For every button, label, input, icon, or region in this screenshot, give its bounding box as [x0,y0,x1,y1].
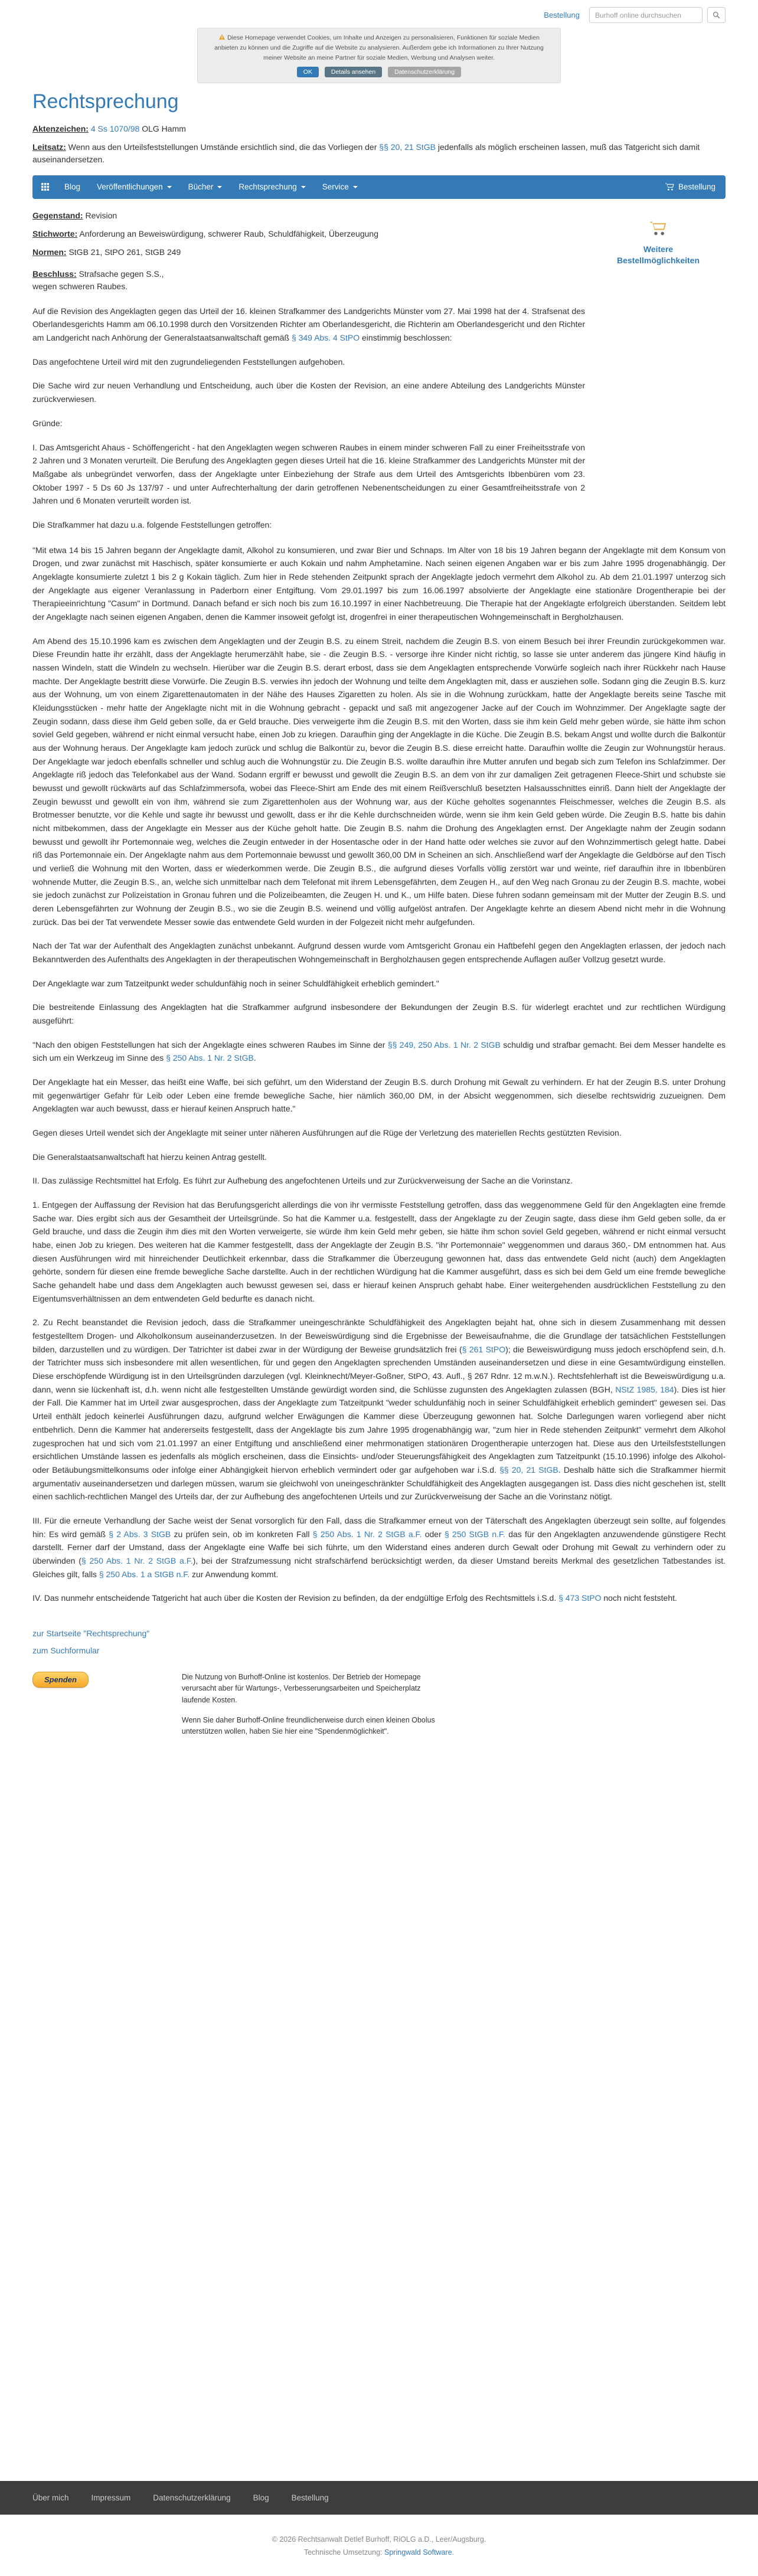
law-reference-link[interactable]: §§ 20, 21 StGB [499,1464,558,1475]
footer-link-blog[interactable]: Blog [253,2493,269,2503]
body-paragraph: I. Das Amtsgericht Ahaus - Schöffengericht - hat den Angeklagten wegen schweren Raubes in einem minder schweren Fall zu einer Freiheitsstrafe von 2 Jahren und 3 Monaten verurteilt. Die Berufung des Angeklagten gegen dieses Urteil hat die 16. kleine Strafkammer des Landgerichts Münster mit der Maßgabe als unbegründet verworfen, dass der Angeklagte unter Einbeziehung der Strafe aus dem Urteil des Amtsgerichts Ibbenbüren vom 23. Oktober 1997 - 5 Ds 60 Js 137/97 - und unter Aufrechterhaltung der darin getroffenen Nebenentscheidungen zu einer Gesamtfreiheitsstrafe von 2 Jahren und 6 Monaten verurteilt worden ist. [32,442,585,506]
gegenstand-label: Gegenstand: [32,210,83,220]
cookie-privacy-button[interactable]: Datenschutzerklärung [388,67,461,77]
law-reference-link[interactable]: § 349 Abs. 4 StPO [291,333,360,343]
stichworte-row [32,228,585,240]
body-paragraph: Am Abend des 15.10.1996 kam es zwischen dem Angeklagten und der Zeugin B.S. zu einem Streit, nachdem die Zeugin B.S. von einem Besuch bei ihrer Freundin zurückgekommen war. Diese Freundin hatte ihr erzählt, dass der Angeklagte herumerzählt habe, sie - die Zeugin B.S. - versorge ihre Kinder nicht richtig, so lasse sie unter anderem das jüngere Kind häufig in nassen Windeln, statt die Windeln zu wechseln. Hierüber war die Zeugin B.S. derart erbost, dass sie dem Angeklagten entsprechende Vorwürfe sogleich nach ihrer Rückkehr nach Hause machte. Der Angeklagte bestritt diese Vorwürfe. Die Zeugin B.S. verwies ihn jedoch der Wohnung und teilte dem Angeklagten mit, dass er ausziehen solle. Sodann ging die Zeugin B.S. kurz aus der Wohnung, um von einem Zigarettenautomaten in der Nähe des Hauses Zigaretten zu holen. Als sie in die Wohnung zurückkam, hatte der Angeklagte bereits seine Tasche mit Kleidungsstücken - mehr hatte der Angeklagte nicht mit in die Wohnung gebracht - gepackt und saß mit angezogener Jacke auf der Couch im Wohnzimmer. Der Angeklagte sagte der Zeugin sodann, dass diese ihm Geld geben solle, da er Geld brauche. Dies verweigerte ihm die Zeugin B.S. mit den Worten, dass sie ihm kein Geld mehr geben würde, sie hätte ihm schon soviel Geld gegeben, während er nicht einmal versucht habe, einen Job zu kriegen. Daraufhin ging der Angeklagte in die Küche. Die Zeugin B.S. bekam Angst und wollte durch die Balkontür aus der Wohnung heraus. Der Angeklagte kam jedoch zurück und schlug die Balkontür zu, bevor die Zeugin B.S. diese erreicht hatte. Daraufhin wollte die Zeugin zur Wohnungstür heraus. Der Angeklagte war jedoch ebenfalls schneller und schlug auch die Wohnungstür zu. Die Zeugin B.S. wollte daraufhin ihre Mutter anrufen und begab sich zum Telefon ins Schlafzimmer. Der Angeklagte riß jedoch das Telefonkabel aus der Wand. Sodann ergriff er bewusst und gewollt die Zeugin B.S. an dem von ihr zur damaligen Zeit getragenen Fleece-Shirt und schubste sie bewusst und gewollt rückwärts auf das Schlafzimmersofa, wobei das Fleece-Shirt am Ende des mit einem Reißverschluß besetzten Halsausschnittes einriß. Dann hielt der Angeklagte der Zeugin bewusst und gewollt ein von ihm, während sie zum Zigarettenholen aus der Wohnung war, aus der Küche geholtes sogenanntes Fleischmesser, welches die Zeugin B.S. als Brotmesser benutzte, vor die Kehle und sagte ihr bewusst und gewollt, dass er ihr die Kehle durchschneiden würde, wenn sie ihm kein Geld geben würde. Die Zeugin B.S. hatte bis dahin nicht mitbekommen, dass der Angeklagte ein Messer aus der Küche geholt hatte. Die Zeugin B.S. nahm die Drohung des Angeklagten ernst. Der Angeklagte nahm der Zeugin sodann bewusst und gewollt ihr Portemonnaie weg, welches die Zeugin entweder in der Hosentasche oder in der Hand hatte oder welches sie zuvor auf den Wohnzimmertisch gelegt hatte. Dabei riß das Portemonnaie ein. Der Angeklagte nahm aus dem Portemonnaie bewusst und gewollt 360,00 DM in Scheinen an sich. Anschließend warf der Angeklagte die Geldbörse auf den Tisch und verließ die Wohnung mit den Worten, dass er wiederkommen werde. Die Zeugin B.S., die aufgrund dieses Vorfalls völlig zerstört war und weinte, rief daraufhin ihre in Ibbenbüren wohnende Mutter, die Zeugin B.S., an, welche sich unmittelbar nach dem Telefonat mit ihrem Lebensgefährten, dem Zeugen H., auf den Weg nach Gronau zu der Zeugin B.S. machte, wobei sie jedoch zunächst zur Polizeistation in Gronau fuhren und die Polizeibeamten, die Zeugen H. und K., um Hilfe baten. Diese fuhren sodann gemeinsam mit der Mutter der Zeugin B.S. und deren Lebensgefährten zur Wohnung der Zeugin B.S., wo sie die Zeugin B.S. weinend und völlig aufgelöst antrafen. Der Angeklagte kehrte an diesem Abend nicht mehr in die Wohnung zurück. Das bei der Tat verwendete Messer sowie das entwendete Geld wurden in der Folgezeit nicht mehr aufgefunden. [32,636,726,927]
leitsatz-text-pre: Wenn aus den Urteilsfeststellungen Umstände ersichtlich sind, die das Vorliegen der [66,142,380,152]
topbar-bestellung-link[interactable]: Bestellung [544,11,580,19]
gegenstand-value: Revision [83,210,117,220]
copyright-line: © 2026 Rechtsanwalt Detlef Burhoff, RiOLG a.D., Leer/Augsburg. [272,2535,486,2544]
decision-body-paragraphs [32,544,726,1605]
bottom-links [32,1629,726,1655]
search-button[interactable] [707,7,726,23]
search-input[interactable] [589,7,703,23]
cookie-banner [197,28,561,83]
donate-button[interactable]: Spenden [32,1672,89,1688]
stichworte-label: Stichworte: [32,228,78,238]
chevron-down-icon [217,186,222,188]
donate-text-1: Die Nutzung von Burhoff-Online ist kostenlos. Der Betrieb der Homepage verursacht aber für Wartungs-, Verbesserungsarbeiten und Speicherplatz laufende Kosten. [181,1672,421,1704]
nav-items [56,175,366,199]
nav-menu-button[interactable] [32,175,56,199]
body-paragraph: Auf die Revision des Angeklagten gegen das Urteil der 16. kleinen Strafkammer des Landgerichts Münster vom 27. Mai 1998 hat der 4. Strafsenat des Oberlandesgerichts Hamm am 06.10.1998 durch den Vorsitzenden Richter am Oberlandesgericht, die Richterin am Oberlandesgericht und den Richter am Landgericht nach Anhörung der Generalstaatsanwaltschaft gemäß § 349 Abs. 4 StPO einstimmig beschlossen: [32,306,585,343]
body-paragraph: III. Für die erneute Verhandlung der Sache weist der Senat vorsorglich für den Fall, dass die Strafkammer erneut von der Täterschaft des Angeklagten überzeugt sein sollte, auf folgendes hin: Es wird gemäß § 2 Abs. 3 StGB zu prüfen sein, ob im konkreten Fall § 250 Abs. 1 Nr. 2 StGB a.F. oder § 250 StGB n.F. das für den Angeklagten anzuwendende günstigere Recht darstellt. Ferner darf der Umstand, dass der Angeklagte eine Waffe bei sich führte, um den Widerstand eines anderen durch Gewalt oder Drohung mit Gewalt zu verhindern oder zu überwinden (§ 250 Abs. 1 Nr. 2 StGB a.F.), bei der Strafzumessung nicht strafschärfend berücksichtigt werden, da dieser Umstand bereits Merkmal des gesetzlichen Tatbestandes ist. Gleiches gilt, falls § 250 Abs. 1 a StGB n.F. zur Anwendung kommt. [32,1515,726,1579]
main-navigation [32,175,726,199]
gegenstand-row [32,210,585,222]
law-reference-link[interactable]: § 250 Abs. 1 Nr. 2 StGB a.F. [81,1555,193,1565]
body-paragraph: "Mit etwa 14 bis 15 Jahren begann der Angeklagte damit, Alkohol zu konsumieren, und zwar Bier und Schnaps. Im Alter von 18 bis 19 Jahren begann der Angeklagte mit dem Konsum von Drogen, und zwar zunächst mit Haschisch, später konsumierte er auch Kokain und nahm Amphetamine. Nach seinen eigenen Angaben war er bis zum Jahre 1995 drogenabhängig. Der Angeklagte konsumierte zuletzt 1 bis 2 g Kokain täglich. Zum hier in Rede stehenden Zeitpunkt sprach der Angeklagte jedoch vermehrt dem Alkohol zu. Ab dem 21.01.1997 unterzog sich der Angeklagte aus eigener Veranlassung in Paderborn einer Entgiftung. Vom 29.01.1997 bis zum 16.06.1997 absolvierte der Angeklagte eine stationäre Drogentherapie bei der Therapieeinrichtung "Casum" in Dortmund. Danach befand er sich noch bis zum 16.10.1997 in einer Nachbetreuung. Die Therapie hat der Angeklagte erfolgreich überstanden. Seitdem lebt der Angeklagte nach seinen eigenen Angaben, denen die Kammer insoweit gefolgt ist, drogenfrei in einer therapeutischen Wohngemeinschaft in Bergholzhausen. [32,545,726,622]
law-reference-link[interactable]: § 473 StPO [558,1593,602,1603]
decision-intro-paragraphs [32,305,585,532]
tech-line-pre: Technische Umsetzung: [303,2548,385,2557]
search-icon [713,11,720,19]
nav-item-label: Rechtsprechung [238,182,297,192]
nav-item-label: Veröffentlichungen [97,182,163,192]
aktenzeichen-row [32,123,726,135]
footer-bar [0,2481,758,2515]
donate-section [32,1672,726,1747]
nav-item-service[interactable] [314,175,366,199]
body-paragraph: Die Generalstaatsanwaltschaft hat hierzu keinen Antrag gestellt. [32,1152,267,1162]
normen-value: StGB 21, StPO 261, StGB 249 [66,247,181,257]
footer-links [32,2481,726,2515]
beschluss-label: Beschluss: [32,269,77,279]
body-paragraph: Der Angeklagte war zum Tatzeitpunkt weder schuldunfähig noch in seiner Schuldfähigkeit erheblich gemindert." [32,978,439,988]
chevron-down-icon [301,186,306,188]
law-reference-link[interactable]: § 250 Abs. 1 Nr. 2 StGB [166,1053,254,1063]
topbar [0,0,758,27]
footer-link-ueber-mich[interactable]: Über mich [32,2493,69,2503]
law-reference-link[interactable]: NStZ 1985, 184 [615,1384,674,1394]
menu-grid-icon [41,183,49,191]
body-paragraph: IV. Das nunmehr entscheidende Tatgericht hat auch über die Kosten der Revision zu befinden, da der endgültige Erfolg des Rechtsmittels i.S.d. § 473 StPO noch nicht feststeht. [32,1593,677,1603]
nav-item-label: Bücher [188,182,214,192]
chevron-down-icon [353,186,358,188]
chevron-down-icon [167,186,172,188]
back-to-search-link[interactable]: zum Suchformular [32,1645,100,1655]
cookie-ok-button[interactable]: OK [297,67,319,77]
springwald-link[interactable]: Springwald Software [384,2548,452,2557]
law-reference-link[interactable]: § 2 Abs. 3 StGB [109,1529,171,1539]
normen-label: Normen: [32,247,67,257]
cookie-details-button[interactable]: Details ansehen [325,67,382,77]
nav-item-label: Blog [64,182,81,192]
body-paragraph: "Nach den obigen Feststellungen hat sich der Angeklagte eines schweren Raubes im Sinne der §§ 249, 250 Abs. 1 Nr. 2 StGB schuldig und strafbar gemacht. Bei dem Messer handelte es sich um ein Werkzeug im Sinne des § 250 Abs. 1 Nr. 2 StGB. [32,1039,726,1063]
order-options-panel[interactable] [591,210,726,542]
beschluss-value-line2: wegen schweren Raubes. [32,281,128,291]
donate-text-2: Wenn Sie daher Burhoff-Online freundlicherweise durch einen kleinen Obolus unterstützen wollen, haben Sie hier eine "Spendenmöglichkeit". [181,1716,435,1736]
leitsatz-row [32,141,726,166]
body-paragraph: Nach der Tat war der Aufenthalt des Angeklagten zunächst unbekannt. Aufgrund dessen wurde vom Amtsgericht Gronau ein Haftbefehl gegen den Angeklagten erlassen, der jedoch nach Bekanntwerden des Aufenthalts des Angeklagten in der therapeutischen Wohngemeinschaft in Bergholzhausen gegen entsprechende Auflagen außer Vollzug gesetzt wurde. [32,941,726,965]
normen-row [32,246,585,259]
nav-item-label: Service [322,182,349,192]
warning-icon [218,34,226,43]
body-paragraph: Die Sache wird zur neuen Verhandlung und Entscheidung, auch über die Kosten der Revision, an eine andere Abteilung des Landgerichts Münster zurückverwiesen. [32,381,585,404]
order-options-title[interactable]: Weitere Bestellmöglichkeiten [616,244,700,265]
body-paragraph: Die Strafkammer hat dazu u.a. folgende Feststellungen getroffen: [32,519,272,529]
body-paragraph: Die bestreitende Einlassung des Angeklagten hat die Strafkammer aufgrund insbesondere der Bekundungen der Zeugin B.S. für widerlegt erachtet und zur rechtlichen Würdigung ausgeführt: [32,1002,726,1026]
nav-item-buecher[interactable] [180,175,231,199]
cookie-buttons [208,66,550,77]
page-footer [0,2481,758,2576]
cart-icon [665,182,674,191]
body-paragraph: II. Das zulässige Rechtsmittel hat Erfolg. Es führt zur Aufhebung des angefochtenen Urteils und zur Zurückverweisung der Sache an die Vorinstanz. [32,1176,573,1186]
stichworte-value: Anforderung an Beweiswürdigung, schwerer Raub, Schuldfähigkeit, Überzeugung [77,228,378,238]
law-reference-link[interactable]: § 261 StPO [462,1344,506,1354]
leitsatz-label: Leitsatz: [32,142,66,152]
aktenzeichen-court: OLG Hamm [139,123,186,133]
beschluss-row [32,268,585,293]
tech-line [0,2546,758,2559]
cookie-text [208,33,550,63]
nav-bestellung-label: Bestellung [678,182,715,192]
law-reference-link[interactable]: §§ 249, 250 Abs. 1 Nr. 2 StGB [387,1039,501,1050]
nav-item-veroeffentlichungen[interactable] [89,175,180,199]
footer-link-bestellung[interactable]: Bestellung [291,2493,329,2503]
leitsatz-law-link[interactable]: §§ 20, 21 StGB [379,142,436,152]
law-reference-link[interactable]: § 250 Abs. 1 a StGB n.F. [99,1569,190,1579]
nav-item-rechtsprechung[interactable] [230,175,313,199]
body-paragraph: 1. Entgegen der Auffassung der Revision hat das Berufungsgericht allerdings die von ihr vermisste Feststellung getroffen, dass das weggenommene Geld für den Angeklagten eine fremde Sache war. Dies ergibt sich aus der Gesamtheit der Urteilsgründe. So hat die Kammer u.a. festgestellt, dass der Angeklagte zu der Zeugin sagte, dass diese ihm Geld geben solle, da er Geld brauche, und dass die Zeugin ihm dies mit den Worten verweigerte, sie würde ihm kein Geld mehr geben, sie hätte ihm schon soviel Geld gegeben, während er nicht einmal versucht habe, einen Job zu kriegen. Des weiteren hat die Kammer festgestellt, dass der Angeklagte der Zeugin B.S. "ihr Portemonnaie" weggenommen und daraus 360,- DM entnommen hat. Aus diesen Ausführungen wird mit hinreichender Deutlichkeit erkennbar, dass die Strafkammer die Überzeugung gewonnen hat, dass das entwendete Geld nicht (auch) dem Angeklagten gehörte, sondern für diesen eine fremde bewegliche Sache darstellte. Auch in der rechtlichen Würdigung hat die Kammer ausgeführt, dass es sich bei dem Geld um eine fremde bewegliche Sache gehandelt habe und dass dem Angeklagten auch bewusst gewesen sei, dass er hierauf keinen Anspruch gehabt habe. Einer weitergehenden ausdrücklichen Feststellung zu den Eigentumsverhältnissen an dem entwendeten Geld bedurfte es danach nicht. [32,1200,726,1303]
nav-bestellung[interactable] [655,175,726,199]
body-paragraph: Gegen dieses Urteil wendet sich der Angeklagte mit seiner unter näheren Ausführungen auf die Rüge der Verletzung des materiellen Rechts gestützten Revision. [32,1128,622,1138]
article-head-row [32,210,726,542]
cookie-message: Diese Homepage verwendet Cookies, um Inhalte und Anzeigen zu personalisieren, Funktionen für soziale Medien anbieten zu können und die Zugriffe auf die Website zu analysieren. Außerdem gebe ich Informationen zu Ihrer Nutzung meiner Website an meine Partner für soziale Medien, Werbung und Analysen weiter. [214,34,544,61]
body-paragraph: Der Angeklagte hat ein Messer, das heißt eine Waffe, bei sich geführt, um den Widerstand der Zeugin B.S. durch Drohung mit Gewalt zu verhindern. Er hat der Zeugin B.S. unter Drohung mit gegenwärtiger Gefahr für Leib oder Leben eine fremde bewegliche Sache, hier nämlich 360,00 DM, in der Absicht weggenommen, sich dieselbe rechtswidrig zuzueignen. Dem Angeklagten war auch bewusst, dass er hierauf keinen Anspruch hatte." [32,1077,726,1114]
leitsatz-text-post: jedenfalls als möglich erscheinen lassen, muß das Tatgericht sich damit auseinandersetzen. [32,142,700,164]
beschluss-value-line1: Strafsache gegen S.S., [76,269,164,279]
nav-item-blog[interactable] [56,175,89,199]
article-head-main [32,210,585,542]
tech-line-post: . [452,2548,455,2557]
copyright [0,2515,758,2576]
body-paragraph: Gründe: [32,418,63,428]
order-options-cart-icon [649,220,667,237]
law-reference-link[interactable]: § 250 Abs. 1 Nr. 2 StGB a.F. [312,1529,422,1539]
footer-link-datenschutzerklaerung[interactable]: Datenschutzerklärung [153,2493,231,2503]
footer-link-impressum[interactable]: Impressum [91,2493,131,2503]
donate-text [182,1672,449,1747]
back-to-rechtsprechung-link[interactable]: zur Startseite "Rechtsprechung" [32,1628,150,1638]
page-title: Rechtsprechung [32,90,179,113]
body-paragraph: Das angefochtene Urteil wird mit den zugrundeliegenden Feststellungen aufgehoben. [32,357,345,367]
body-paragraph: 2. Zu Recht beanstandet die Revision jedoch, dass die Strafkammer uneingeschränkte Schuldfähigkeit des Angeklagten bejaht hat, ohne sich in diesem Zusammenhang mit dessen festgestelltem Drogen- und Alkoholkonsum auseinanderzusetzen. In der Beweiswürdigung sind die Ergebnisse der Beweisaufnahme, die die Grundlage der tatsächlichen Feststellungen bilden, darzustellen und zu würdigen. Der Tatrichter ist dabei zwar in der Würdigung der Beweise grundsätzlich frei (§ 261 StPO); die Beweiswürdigung muss jedoch erschöpfend sein, d.h. der Tatrichter muss sich insbesondere mit allen wesentlichen, für und gegen den Angeklagten sprechenden Umständen auseinandersetzen und diese in eine Gesamtwürdigung einstellen. Diese erschöpfende Würdigung ist in den Urteilsgründen darzulegen (vgl. Kleinknecht/Meyer-Goßner, StPO, 43. Aufl., § 267 Rdnr. 12 m.w.N.). Rechtsfehlerhaft ist die Beweiswürdigung u.a. dann, wenn sie lückenhaft ist, d.h. wenn nicht alle festgestellten Umstände gewürdigt worden sind, die Schlüsse zugunsten des Angeklagten zulassen (BGH, NStZ 1985, 184). Dies ist hier der Fall. Die Kammer hat im Urteil zwar ausgesprochen, dass der Angeklagte zum Tatzeitpunkt "weder schuldunfähig noch in seiner Schuldfähigkeit erheblich gemindert" gewesen sei. Das Urteil enthält jedoch keinerlei Ausführungen dazu, aufgrund welcher Erwägungen die Kammer diese Überzeugung gewonnen hat. Solche Darlegungen waren vorliegend aber nicht entbehrlich. Denn die Kammer hat andererseits festgestellt, dass der Angeklagte bis zum Jahre 1995 drogenabhängig war, "zum hier in Rede stehenden Zeitpunkt" vermehrt dem Alkohol zugesprochen hat und sich vom 21.01.1997 an einer Entgiftung und anschließend einer mehrmonatigen stationären Drogentherapie unterzogen hat. Diese aus den Urteilsfeststellungen ersichtlichen Umstände lassen es jedenfalls als möglich erscheinen, dass die Einsichts- und/oder Steuerungsfähigkeit des Angeklagten zum Tatzeitpunkt (15.10.1996) infolge des Alkohol- oder Betäubungsmittelkonsums oder infolge einer Abhängigkeit hiervon erheblich vermindert oder gar aufgehoben war i.S.d. §§ 20, 21 StGB. Deshalb hätte sich die Strafkammer hiermit argumentativ auseinandersetzen und darlegen müssen, warum sie gleichwohl von uneingeschränkter Schuldfähigkeit des Angeklagten ausgegangen ist. Dass dies nicht geschehen ist, stellt einen sachlich-rechtlichen Mangel des Urteils dar, der zur Aufhebung des angefochtenen Urteils und zur Zurückverweisung der Sache an die Vorinstanz nötigt. [32,1318,726,1502]
law-reference-link[interactable]: § 250 StGB n.F. [445,1529,505,1539]
aktenzeichen-link[interactable]: 4 Ss 1070/98 [90,123,140,133]
aktenzeichen-label: Aktenzeichen: [32,123,89,133]
